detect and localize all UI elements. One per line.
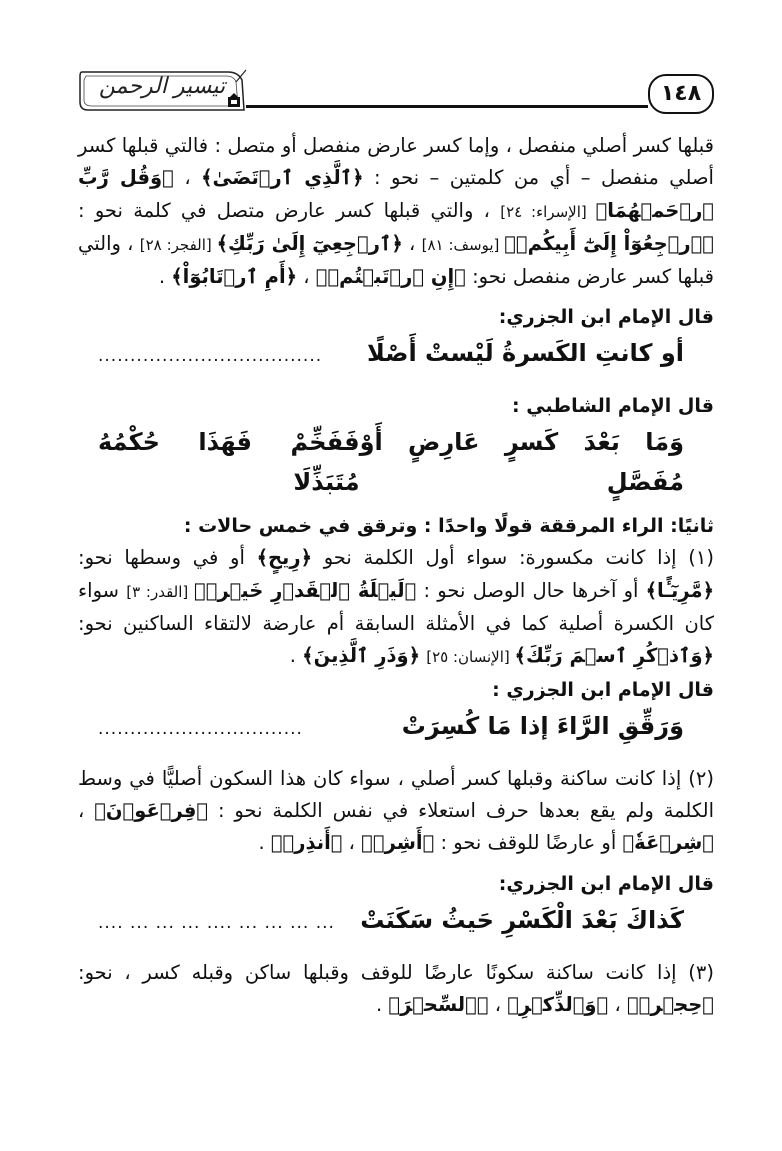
quran-verse: ﴿أَمِ ٱرۡتَابُوٓاْ﴾ — [171, 265, 298, 289]
text: (١) إذا كانت مكسورة: سواء أول الكلمة نحو — [312, 546, 714, 570]
paragraph — [78, 763, 714, 860]
quran-verse: ﴿شِرۡعَةٗ﴾ — [622, 831, 714, 855]
quran-verse: ﴿وَذَرِ ٱلَّذِينَ﴾ — [302, 644, 421, 668]
header-rule — [246, 105, 648, 108]
quran-verse: ﴿حِجۡرٞ﴾ — [626, 992, 714, 1016]
verse-hemistich-left: ................................ — [98, 718, 303, 739]
text: ، — [608, 992, 627, 1016]
verse-hemistich-left: فَفَخِّمْ فَهَذَا حُكْمُهُ مُتَبَذِّلَا — [98, 428, 360, 497]
text: سواء كان الكسرة أصلية كما في الأمثلة السابقة أم عارضة لالتقاء الساكنين نحو: — [78, 578, 714, 636]
paragraph — [78, 957, 714, 1022]
quran-verse: ﴿لَيۡلَةُ ٱلۡقَدۡرِ خَيۡرٞ﴾ — [194, 578, 417, 602]
text: ، — [402, 231, 422, 255]
section-heading: قال الإمام ابن الجزري: — [498, 306, 714, 329]
book-title: تيسير الرحمن — [98, 74, 226, 99]
text: . — [258, 831, 271, 855]
quran-verse: ﴿وَقُل رَّبِّ ٱرۡحَمۡهُمَا﴾ — [78, 166, 714, 222]
text: أو آخرها حال الوصل نحو : — [416, 578, 646, 602]
verse-hemistich-right: أو كانتِ الكَسرةُ لَيْستْ أَصْلًا — [367, 339, 684, 368]
section-heading: قال الإمام ابن الجزري : — [492, 678, 714, 701]
text: ، — [78, 798, 95, 822]
text: أو عارضًا للوقف نحو : — [434, 831, 623, 855]
text: . — [289, 644, 303, 668]
quran-verse: ﴿وَٱلذِّكۡرِ﴾ — [507, 992, 609, 1016]
verse-hemistich-left: .... ... ... ... .... ... ... ... ... — [98, 912, 335, 933]
verse-reference: [الإنسان: ٢٥] — [426, 648, 515, 667]
verse-hemistich-right: وَرَقِّقِ الرَّاءَ إذا مَا كُسِرَتْ — [401, 711, 684, 740]
paragraph — [78, 130, 714, 293]
text: (٢) إذا كانت ساكنة وقبلها كسر أصلي ، سواء كان هذا السكون أصليًّا في وسط الكلمة ولم يقع بعدها حرف استعلاء في نفس الكلمة نحو : — [78, 766, 714, 822]
book-emblem-icon — [226, 92, 242, 108]
quran-verse: ﴿ٱرۡجِعِيٓ إِلَىٰ رَبِّكِ﴾ — [216, 231, 403, 255]
page-body — [78, 130, 714, 1021]
quran-verse: ﴿ٱلسِّحۡرَ﴾ — [388, 992, 489, 1016]
text: (٣) إذا كانت ساكنة سكونًا عارضًا للوقف وقبلها ساكن وقبله كسر ، نحو: — [78, 960, 714, 984]
text: قبلها كسر أصلي منفصل ، وإما كسر عارض منفصل أو متصل : فالتي قبلها كسر أصلي منفصل – أي من كلمتين – نحو : — [78, 134, 714, 190]
verse-reference: [القدر: ٣] — [126, 582, 195, 601]
quran-verse: ﴿رِيحٍ﴾ — [256, 546, 313, 570]
verse-hemistich-right: كَذاكَ بَعْدَ الْكَسْرِ حَيثُ سَكَنَتْ — [360, 905, 684, 934]
poem-verse — [78, 422, 714, 502]
section-heading: قال الإمام ابن الجزري: — [498, 872, 714, 895]
text: ، — [488, 992, 508, 1016]
quran-verse: ﴿وَٱذۡكُرِ ٱسۡمَ رَبِّكَ﴾ — [514, 644, 714, 668]
verse-reference: [يوسف: ٨١] — [421, 235, 505, 254]
paragraph — [78, 542, 714, 673]
text: ، والتي قبلها كسر عارض منفصل نحو: — [78, 231, 714, 289]
poem-verse — [78, 333, 714, 376]
quran-verse: ﴿مَّرِيٓـًٔا﴾ — [645, 578, 714, 602]
verse-reference: [الإسراء: ٢٤] — [500, 202, 596, 221]
page-header — [78, 62, 714, 122]
quran-verse: ﴿فِرۡعَوۡنَ﴾ — [94, 798, 209, 822]
text: ، — [342, 831, 362, 855]
text: ، — [297, 265, 316, 289]
quran-verse: ﴿أَشِرٞ﴾ — [361, 831, 435, 855]
text: أو في وسطها نحو: — [78, 546, 257, 570]
text: ، والتي قبلها كسر عارض متصل في كلمة نحو : — [78, 198, 501, 222]
quran-verse: ﴿إِنِ ٱرۡتَبۡتُمۡ﴾ — [315, 265, 466, 289]
quran-verse: ﴿أَنذِرۡ﴾ — [270, 831, 343, 855]
quran-verse: ﴿ٱلَّذِي ٱرۡتَضَىٰ﴾ — [201, 166, 364, 190]
text: ، — [173, 166, 202, 190]
section-heading: قال الإمام الشاطبي : — [512, 395, 714, 418]
verse-reference: [الفجر: ٢٨] — [139, 235, 217, 254]
text: . — [158, 265, 172, 289]
poem-verse — [78, 900, 714, 943]
verse-hemistich-right: وَمَا بَعْدَ كَسرٍ عَارِضٍ أَوْ مُفَصَّلٍ — [359, 428, 684, 497]
verse-hemistich-left: ................................... — [98, 346, 323, 367]
section-heading: ثانيًا: الراء المرققة قولًا واحدًا : وترقق في خمس حالات : — [183, 515, 714, 538]
page-number: ١٤٨ — [648, 74, 714, 114]
text: . — [375, 992, 389, 1016]
poem-verse — [78, 706, 714, 749]
quran-verse: ﴿ٱرۡجِعُوٓاْ إِلَىٰٓ أَبِيكُمۡ﴾ — [504, 231, 714, 255]
